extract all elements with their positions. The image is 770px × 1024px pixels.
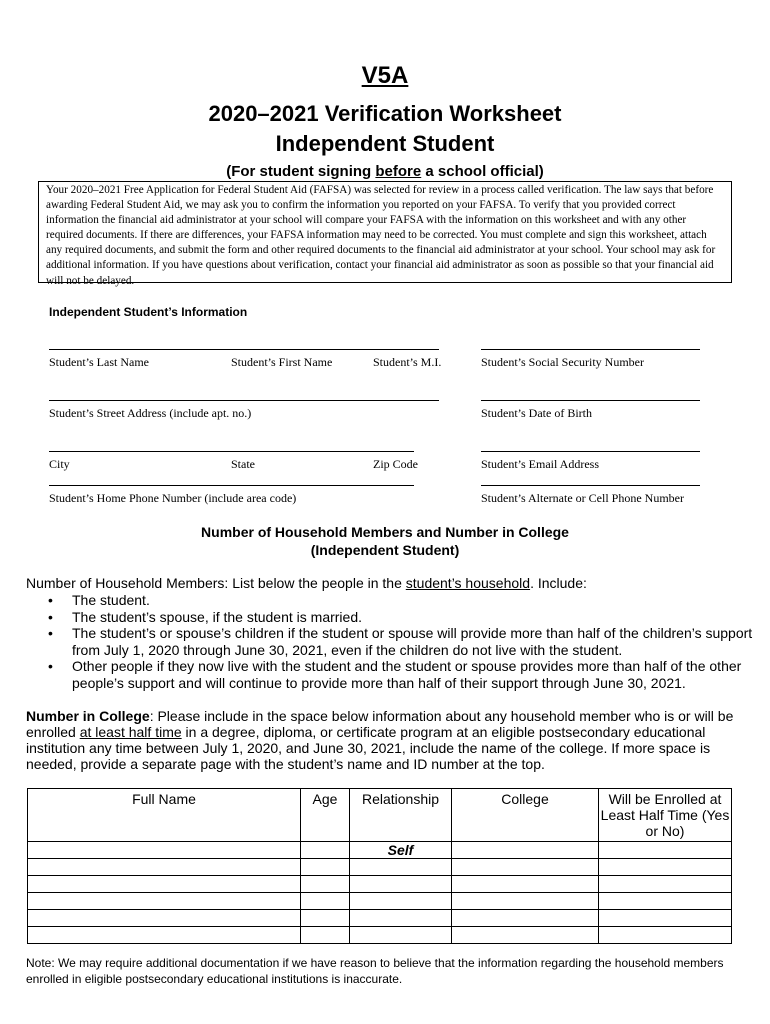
alt-phone-label: Student’s Alternate or Cell Phone Number <box>481 491 684 505</box>
page-title: 2020–2021 Verification Worksheet <box>208 101 562 126</box>
list-item: • The student’s spouse, if the student is married. <box>26 609 756 626</box>
household-table <box>27 788 732 944</box>
household-intro-part1: Number of Household Members: List below the people in the <box>26 575 406 591</box>
state-label: State <box>231 457 255 471</box>
table-row <box>28 842 732 859</box>
signing-instruction <box>0 163 770 180</box>
household-bullet-list <box>26 592 756 691</box>
college-cell[interactable] <box>452 859 599 876</box>
signing-instruction-emphasis: before <box>375 163 422 180</box>
intro-box: Your 2020–2021 Free Application for Federal Student Aid (FAFSA) was selected for review in a process called verification. The law says that before awarding Federal Student Aid, we may ask you to confirm the information you reported on your FAFSA. To verify that you provided correct information the financial aid administrator at your school will compare your FAFSA with the information on this worksheet and with any other required documents. If there are differences, your FAFSA information may need to be corrected. You must complete and sign this worksheet, attach any required documents, and submit the form and other required documents to the financial aid administrator at your school. Your school may ask for additional information. If you have questions about verification, contact your financial aid administrator as soon as possible so that your financial aid will not be delayed. <box>38 181 732 283</box>
last-name-label: Student’s Last Name <box>49 355 149 369</box>
signing-instruction-part2: a school official) <box>421 163 544 180</box>
age-cell[interactable] <box>301 859 350 876</box>
home-phone-line[interactable] <box>49 485 414 486</box>
relationship-self-cell: Self <box>350 842 452 859</box>
dob-line[interactable] <box>481 400 700 401</box>
college-cell[interactable] <box>452 910 599 927</box>
relationship-cell[interactable] <box>350 893 452 910</box>
student-info-heading: Independent Student’s Information <box>49 305 248 319</box>
name-cell[interactable] <box>28 859 301 876</box>
enrolled-cell[interactable] <box>599 893 732 910</box>
col-age: Age <box>301 789 350 842</box>
name-cell[interactable] <box>28 893 301 910</box>
name-cell[interactable] <box>28 842 301 859</box>
city-state-zip-line[interactable] <box>49 451 414 452</box>
relationship-cell[interactable] <box>350 927 452 944</box>
enrolled-cell[interactable] <box>599 927 732 944</box>
street-label: Student’s Street Address (include apt. no.) <box>49 406 252 420</box>
zip-label: Zip Code <box>373 457 418 471</box>
city-label: City <box>49 457 70 471</box>
name-cell[interactable] <box>28 927 301 944</box>
age-cell[interactable] <box>301 910 350 927</box>
number-in-college-paragraph <box>26 708 746 772</box>
age-cell[interactable] <box>301 927 350 944</box>
list-item: • The student. <box>26 592 756 609</box>
enrolled-cell[interactable] <box>599 910 732 927</box>
alt-phone-line[interactable] <box>481 485 700 486</box>
household-intro-underlined: student’s household <box>405 575 531 591</box>
table-row <box>28 859 732 876</box>
age-cell[interactable] <box>301 876 350 893</box>
college-cell[interactable] <box>452 876 599 893</box>
enrolled-cell[interactable] <box>599 876 732 893</box>
number-in-college-label: Number in College <box>26 708 150 724</box>
signing-instruction-part1: (For student signing <box>226 163 376 180</box>
relationship-cell[interactable] <box>350 859 452 876</box>
number-in-college-underlined: at least half time <box>79 724 182 740</box>
name-cell[interactable] <box>28 910 301 927</box>
college-cell[interactable] <box>452 927 599 944</box>
first-name-label: Student’s First Name <box>231 355 333 369</box>
age-cell[interactable] <box>301 842 350 859</box>
age-cell[interactable] <box>301 893 350 910</box>
email-label: Student’s Email Address <box>481 457 599 471</box>
form-code: V5A <box>361 62 409 89</box>
ssn-line[interactable] <box>481 349 700 350</box>
page-subtitle-student-type: Independent Student <box>275 131 495 156</box>
col-full-name: Full Name <box>28 789 301 842</box>
enrolled-cell[interactable] <box>599 859 732 876</box>
household-intro-part2: . Include: <box>530 575 587 591</box>
last-first-mi-line[interactable] <box>49 349 439 350</box>
college-cell[interactable] <box>452 893 599 910</box>
number-in-college-sep: : <box>149 708 158 724</box>
col-enrolled-half-time: Will be Enrolled at Least Half Time (Yes or No) <box>599 789 732 842</box>
name-cell[interactable] <box>28 876 301 893</box>
table-row <box>28 876 732 893</box>
table-row <box>28 927 732 944</box>
table-row <box>28 910 732 927</box>
relationship-cell[interactable] <box>350 910 452 927</box>
household-subtitle: (Independent Student) <box>310 542 460 558</box>
email-line[interactable] <box>481 451 700 452</box>
dob-label: Student’s Date of Birth <box>481 406 592 420</box>
table-row <box>28 893 732 910</box>
list-item: • The student’s or spouse’s children if the student or spouse will provide more than half of the children’s support from July 1, 2020 through June 30, 2021, even if the children do not live with the student. <box>26 625 756 658</box>
ssn-label: Student’s Social Security Number <box>481 355 644 369</box>
relationship-cell[interactable] <box>350 876 452 893</box>
mi-label: Student’s M.I. <box>373 355 442 369</box>
col-college: College <box>452 789 599 842</box>
number-in-college-text2: in a degree, diploma, or certificate program at an eligible postsecondary educational institution any time between July 1, 2020, and June 30, 2021, include the name of the college. If more space is needed, provide a separate page with the student’s name and ID number at the top. <box>26 724 711 772</box>
household-intro <box>26 575 587 592</box>
street-line[interactable] <box>49 400 439 401</box>
enrolled-cell[interactable] <box>599 842 732 859</box>
college-cell[interactable] <box>452 842 599 859</box>
number-in-college-text1: Please include in the space below information about any household member who is or will be enrolled <box>26 708 734 740</box>
documentation-note: Note: We may require additional documentation if we have reason to believe that the information regarding the household members enrolled in eligible postsecondary educational institutions is inaccurate. <box>26 956 724 986</box>
household-title: Number of Household Members and Number in College <box>201 524 569 540</box>
list-item: • Other people if they now live with the student and the student or spouse provides more than half of the other people’s support and will continue to provide more than half of their support through June 30, 2021. <box>26 658 756 691</box>
col-relationship: Relationship <box>350 789 452 842</box>
home-phone-label: Student’s Home Phone Number (include area code) <box>49 491 297 505</box>
table-header-row <box>28 789 732 842</box>
